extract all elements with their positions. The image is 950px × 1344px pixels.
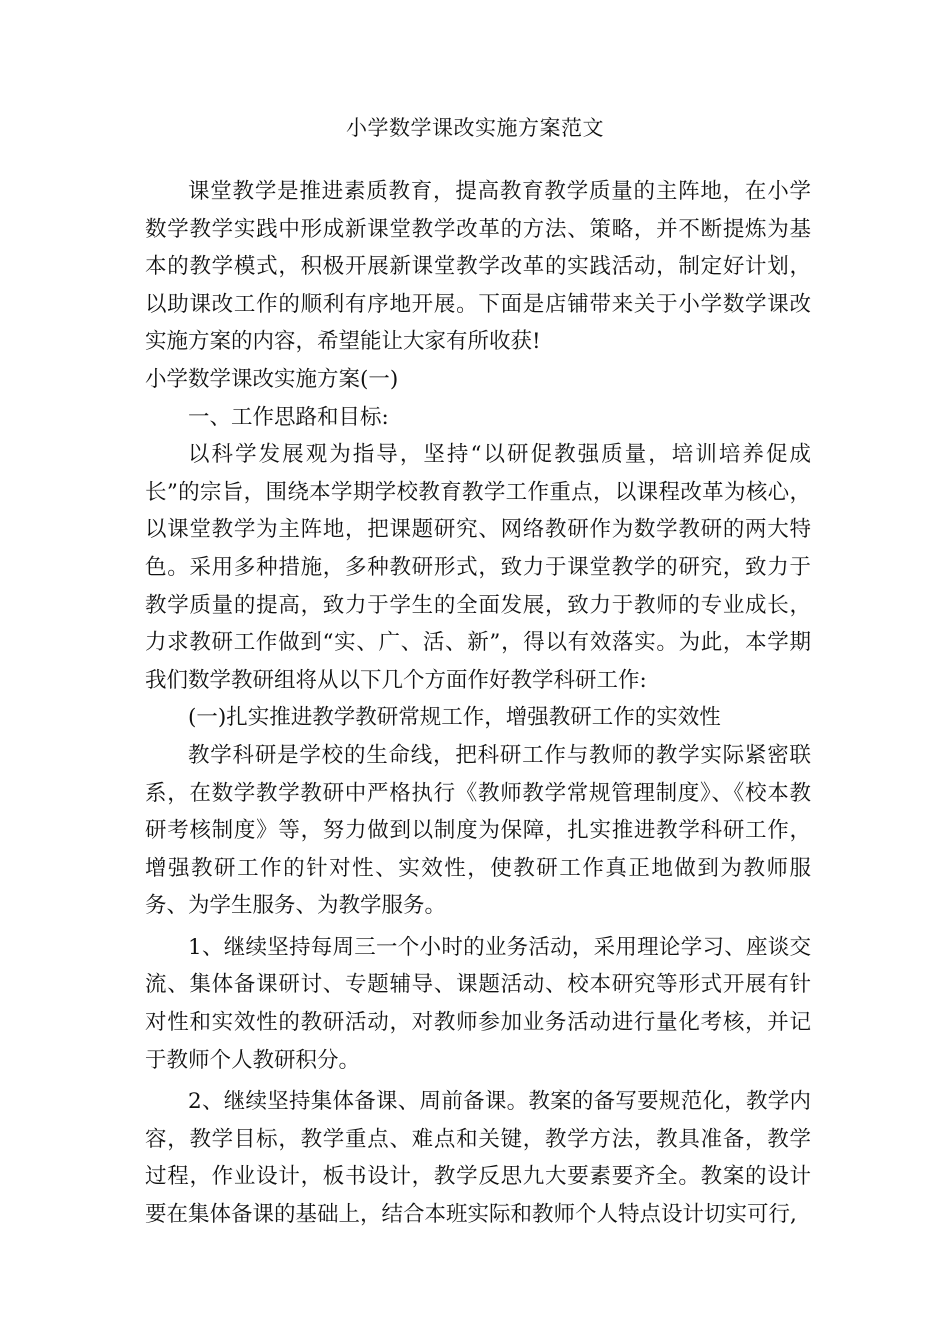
body-paragraph: 教学科研是学校的生命线，把科研工作与教师的教学实际紧密联系，在数学教学教研中严格执行《教师教学常规管理制度》、《校本教研考核制度》等，努力做到以制度为保障，扎实推进教学科研工作，增强教研工作的针对性、实效性，使教研工作真正地做到为教师服务、为学生服务、为教学服务。 <box>145 742 811 919</box>
body-paragraph: 2、继续坚持集体备课、周前备课。教案的备写要规范化，教学内容，教学目标，教学重点、难点和关键，教学方法，教具准备，教学过程，作业设计，板书设计，教学反思九大要素要齐全。教案的设计要在集体备课的基础上，结合本班实际和教师个人特点设计切实可行, <box>145 1089 811 1228</box>
document-title: 小学数学课改实施方案范文 <box>346 116 604 140</box>
section-heading: 小学数学课改实施方案(一) <box>145 366 399 392</box>
intro-paragraph: 课堂教学是推进素质教育，提高教育教学质量的主阵地，在小学数学教学实践中形成新课堂教学改革的方法、策略，并不断提炼为基本的教学模式，积极开展新课堂教学改革的实践活动，制定好计划，以助课改工作的顺利有序地开展。下面是店铺带来关于小学数学课改实施方案的内容，希望能让大家有所收获! <box>145 179 811 355</box>
body-paragraph: 以科学发展观为指导，坚持“以研促教强质量，培训培养促成长”的宗旨，围绕本学期学校教育教学工作重点，以课程改革为核心， 以课堂教学为主阵地，把课题研究、网络教研作为数学教研的两大特色。采用多种措施，多种教研形式，致力于课堂教学的研究，致力于教学质量的提高，致力于学生的全面发展，致力于教师的专业成长，力求教研工作做到“实、广、活、新”，得以有效落实。为此，本学期我们数学教研组将从以下几个方面作好教学科研工作: <box>145 442 811 693</box>
subsection-heading: 一、工作思路和目标: <box>188 404 389 430</box>
document-body <box>145 173 811 1234</box>
body-paragraph: 1、继续坚持每周三一个小时的业务活动，采用理论学习、座谈交流、集体备课研讨、专题辅导、课题活动、校本研究等形式开展有针对性和实效性的教研活动，对教师参加业务活动进行量化考核，并记于教师个人教研积分。 <box>145 934 811 1073</box>
subsection-heading: (一)扎实推进教学教研常规工作，增强教研工作的实效性 <box>188 705 721 731</box>
